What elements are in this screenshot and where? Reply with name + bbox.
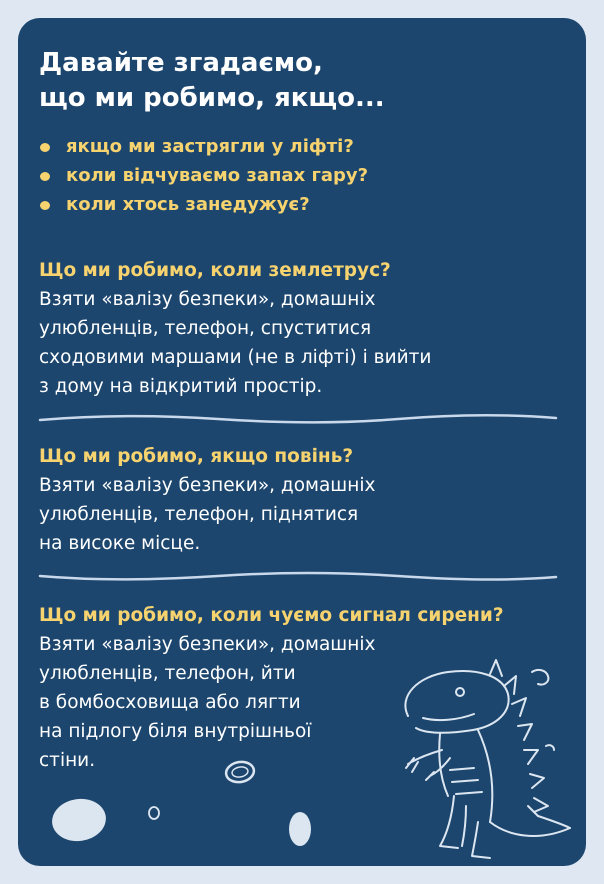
bullet-dot-icon (40, 201, 50, 210)
egg-icon (146, 804, 162, 822)
egg-icon (286, 808, 314, 848)
bullet-dot-icon (40, 143, 50, 152)
section-heading: Що ми робимо, якщо повінь? (39, 446, 354, 467)
egg-icon (222, 758, 258, 786)
earthquake-section (39, 256, 431, 401)
section-body: Взяти «валізу безпеки», домашніх улюбленців, телефон, піднятися на високе місце. (39, 475, 376, 554)
section-body: Взяти «валізу безпеки», домашніх улюбленців, телефон, спуститися сходовими маршами (не в ліфті) і вийти з дому на відкритий простір. (39, 289, 432, 397)
section-body: Взяти «валізу безпеки», домашніх улюбленців, телефон, йти в бомбосховища або лягти на підлогу біля внутрішньої стіни. (39, 634, 376, 771)
question-item (36, 190, 368, 219)
bullet-dot-icon (40, 172, 50, 181)
wave-divider-icon (38, 411, 558, 427)
info-card (18, 18, 586, 866)
card-title: Давайте згадаємо, що ми робимо, якщо... (39, 48, 385, 113)
egg-icon (50, 796, 108, 844)
dinosaur-icon (378, 646, 578, 866)
question-list (36, 132, 368, 219)
question-item (36, 132, 368, 161)
wave-divider-icon (38, 569, 558, 585)
section-heading: Що ми робимо, коли чуємо сигнал сирени? (39, 605, 504, 626)
section-heading: Що ми робимо, коли землетрус? (39, 260, 391, 281)
question-text: коли хтось занедужує? (66, 194, 310, 215)
question-item (36, 161, 368, 190)
question-text: якщо ми застрягли у ліфті? (66, 136, 354, 157)
question-text: коли відчуваємо запах гару? (66, 165, 369, 186)
flood-section (39, 442, 375, 558)
